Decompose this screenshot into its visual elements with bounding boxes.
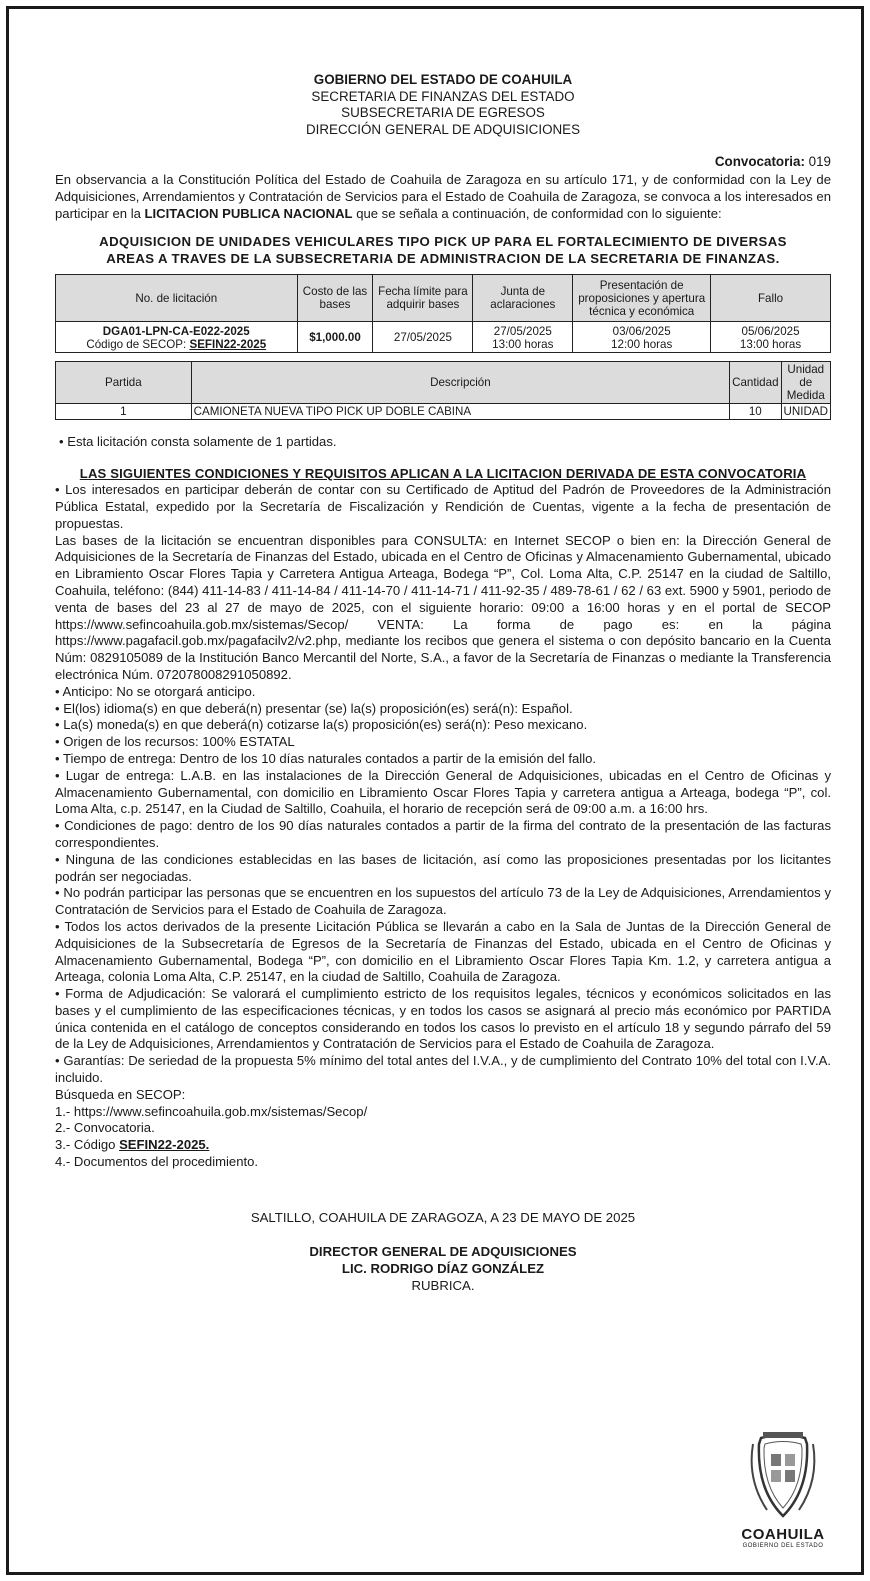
intro-paragraph: [55, 172, 831, 222]
col-header: Fallo: [711, 275, 831, 322]
notice-body: [55, 72, 831, 1294]
licitacion-cell: [56, 322, 298, 353]
table-row: [56, 322, 831, 353]
junta-cell: [473, 322, 573, 353]
place-date: SALTILLO, COAHUILA DE ZARAGOZA, A 23 DE MAYO DE 2025: [250, 1209, 636, 1225]
intro-text-1: En observancia a la Constitución Política del Estado de Coahuila de Zaragoza en su artículo 171, y de conformidad con la Ley de Adquisiciones, Arrendamientos y Contratación de Servicios para el Estado de Coahuila de Zaragoza, se convoca a los interesados en participar en la: [55, 172, 831, 221]
col-header: Cantidad: [730, 362, 781, 404]
list-item: • Forma de Adjudicación: Se valorará el cumplimiento estricto de los requisitos legales, técnicos y económicos solicitados en las bases y el cumplimiento de las especificaciones técnicas, y en todos los casos se asignará al precio más económico por PARTIDA única contenida en el catálogo de conceptos considerando en todos los casos lo previsto en el artículo 18 y segundo párrafo del 59 de la Ley de Adquisiciones, Arrendamientos y Contratación de Servicios para el Estado de Coahuila de Zaragoza.: [55, 986, 831, 1052]
col-header: Descripción: [191, 362, 729, 404]
signature-name: LIC. RODRIGO DÍAZ GONZÁLEZ: [341, 1260, 545, 1276]
col-header: Unidad de Medida: [781, 362, 830, 404]
list-item: Búsqueda en SECOP:: [55, 1086, 186, 1102]
list-item: Las bases de la licitación se encuentran disponibles para CONSULTA: en Internet SECOP o bien en: la Dirección General de Adquisiciones de la Secretaría de Finanzas del Estado, ubicada en el Centro de Oficinas y Almacenamiento Gubernamental, ubicado en Libramiento Oscar Flores Tapia y Carretera Antigua Arteaga, Bodega “P”, Col. Loma Alta, C.P. 25147 en la ciudad de Saltillo, Coahuila, teléfono: (844) 411-14-83 / 411-14-84 / 411-14-70 / 411-14-71 / 411-92-35 / 489-78-61 / 62 / 63 ext. 5900 y 5901, periodo de venta de bases del 23 al 27 de mayo de 2025, con el siguiente horario: 09:00 a 16:00 horas y en el portal de SECOP https://www.sefincoahuila.gob.mx/sistemas/Secop/ VENTA: La forma de pago es: en la página https://www.pagafacil.gob.mx/pagafacilv2/v2.php, mediante los recibos que genera el sistema o con depósito bancario en la Cuenta Núm: 0829105089 de la Institución Banco Mercantil del Norte, S.A., a favor de la Secretaría de Finanzas o mediante la Transferencia electrónica Núm. 072078008291050892.: [55, 532, 831, 682]
fallo-fecha: 05/06/2025: [741, 324, 800, 338]
fallo-cell: [711, 322, 831, 353]
convocatoria-value: 019: [808, 154, 831, 169]
header-line-1: GOBIERNO DEL ESTADO DE COAHUILA: [313, 72, 573, 87]
coat-of-arms-icon: [733, 1430, 833, 1522]
list-item: • Garantías: De seriedad de la propuesta 5% mínimo del total antes del I.V.A., y de cumplimiento del Contrato 10% del total con I.V.A. incluido.: [55, 1053, 831, 1086]
list-item: • Todos los actos derivados de la presente Licitación Pública se llevarán a cabo en la Sala de Juntas de la Dirección General de Adquisiciones de la Subsecretaría de Egresos de la Secretaría de Finanzas del Estado, ubicada en el Centro de Oficinas y Almacenamiento Gubernamental, Bodega “P”, con domicilio en el Libramiento Oscar Flores Tapia Km. 1.2, y carretera antigua a Arteaga, colonia Loma Alta, C.P. 25147, en la ciudad de Saltillo, Coahuila de Zaragoza.: [55, 918, 831, 985]
partidas-table: [55, 361, 831, 420]
subject-line-1: ADQUISICION DE UNIDADES VEHICULARES TIPO PICK UP PARA EL FORTALECIMIENTO DE DIVERSAS: [99, 234, 787, 250]
secop-step-prefix: 3.- Código: [55, 1137, 120, 1153]
conditions-list: [55, 482, 831, 1171]
list-item: • Lugar de entrega: L.A.B. en las instalaciones de la Dirección General de Adquisiciones, ubicadas en el Centro de Oficinas y Almacenamiento Gubernamental, con domicilio en Libramiento Oscar Flores Tapia y carretera antigua a Arteaga, bodega “P”, col. Loma Alta, c.p. 25147, en la Ciudad de Saltillo, Coahuila, el horario de recepción será de 09:00 a.m. a 16:00 hrs.: [55, 767, 831, 817]
list-item: • La(s) moneda(s) en que deberá(n) cotizarse la(s) proposición(es) será(n): Peso mexicano.: [55, 717, 588, 733]
junta-fecha: 27/05/2025: [493, 324, 552, 338]
convocatoria-number: [55, 153, 831, 170]
list-item: • Origen de los recursos: 100% ESTATAL: [55, 734, 295, 750]
col-header: No. de licitación: [56, 275, 298, 322]
secop-step-code: SEFIN22-2025.: [119, 1137, 210, 1153]
list-item: • Ninguna de las condiciones establecidas en las bases de licitación, así como las proposiciones presentadas por los licitantes podrán ser negociadas.: [55, 851, 831, 884]
partida-cell: 1: [56, 404, 192, 420]
signature-block: [55, 1243, 831, 1294]
conditions-title: LAS SIGUIENTES CONDICIONES Y REQUISITOS APLICAN A LA LICITACION DERIVADA DE ESTA CONVOCATORIA: [79, 466, 807, 482]
presentacion-cell: [573, 322, 711, 353]
header-line-2: SECRETARIA DE FINANZAS DEL ESTADO: [311, 88, 575, 104]
col-header: Partida: [56, 362, 192, 404]
list-item: • Tiempo de entrega: Dentro de los 10 días naturales contados a partir de la emisión del fallo.: [55, 750, 597, 766]
partidas-table-header: [56, 362, 831, 404]
subject-line-2: AREAS A TRAVES DE LA SUBSECRETARIA DE ADMINISTRACION DE LA SECRETARIA DE FINANZAS.: [106, 251, 780, 267]
list-item: • Anticipo: No se otorgará anticipo.: [55, 683, 256, 699]
list-item: • El(los) idioma(s) en que deberá(n) presentar (se) la(s) proposición(es) será(n): Español.: [55, 700, 573, 716]
costo-cell: $1,000.00: [297, 322, 373, 353]
intro-text-2: que se señala a continuación, de conformidad con lo siguiente:: [352, 205, 722, 221]
list-item: • Condiciones de pago: dentro de los 90 días naturales contados a partir de la firma del contrato de la presentación de las facturas correspondientes.: [55, 818, 831, 850]
convocatoria-label: Convocatoria:: [714, 154, 805, 169]
fecha-limite-cell: 27/05/2025: [373, 322, 473, 353]
list-item: 1.- https://www.sefincoahuila.gob.mx/sistemas/Secop/: [55, 1103, 368, 1119]
header-line-3: SUBSECRETARIA DE EGRESOS: [341, 105, 545, 120]
presentacion-hora: 12:00 horas: [611, 337, 673, 351]
table-row: [56, 404, 831, 420]
list-item: 2.- Convocatoria.: [55, 1120, 155, 1136]
secop-code: SEFIN22-2025: [189, 337, 267, 351]
list-item: • No podrán participar las personas que se encuentren en los supuestos del artículo 73 de la Ley de Adquisiciones, Arrendamientos y Contratación de Servicios para el Estado de Coahuila de Zaragoza.: [55, 885, 831, 918]
partidas-note: • Esta licitación consta solamente de 1 partidas.: [59, 434, 337, 450]
secop-label: Código de SECOP:: [86, 337, 190, 351]
signature-title: DIRECTOR GENERAL DE ADQUISICIONES: [309, 1243, 577, 1259]
col-header: Fecha límite para adquirir bases: [373, 275, 473, 322]
intro-bold: LICITACION PUBLICA NACIONAL: [144, 205, 353, 221]
list-item: 4.- Documentos del procedimiento.: [55, 1154, 259, 1170]
col-header: Junta de aclaraciones: [473, 275, 573, 322]
licitacion-table: [55, 274, 831, 353]
signature-rubrica: RUBRICA.: [411, 1277, 475, 1293]
header: [55, 72, 831, 138]
fallo-hora: 13:00 horas: [739, 337, 802, 351]
coahuila-seal: [733, 1430, 833, 1550]
cantidad-cell: 10: [730, 404, 781, 420]
seal-subtitle: GOBIERNO DEL ESTADO: [742, 1543, 824, 1549]
descripcion-cell: CAMIONETA NUEVA TIPO PICK UP DOBLE CABINA: [191, 404, 729, 420]
col-header: Costo de las bases: [297, 275, 373, 322]
subject-title: [55, 233, 831, 267]
presentacion-fecha: 03/06/2025: [612, 324, 671, 338]
col-header: Presentación de proposiciones y apertura técnica y económica: [573, 275, 711, 322]
unidad-cell: UNIDAD: [781, 404, 830, 420]
seal-name: COAHUILA: [741, 1526, 825, 1543]
header-line-4: DIRECCIÓN GENERAL DE ADQUISICIONES: [305, 121, 581, 137]
licitacion-number: DGA01-LPN-CA-E022-2025: [102, 324, 250, 338]
notice-frame: [6, 6, 864, 1575]
list-item: [55, 1137, 831, 1154]
junta-hora: 13:00 horas: [492, 337, 554, 351]
secop-code-line: [58, 338, 295, 351]
licitacion-table-header: [56, 275, 831, 322]
list-item: • Los interesados en participar deberán de contar con su Certificado de Aptitud del Padrón de Proveedores de la Administración Pública Estatal, expedido por la Secretaría de Fiscalización y Rendición de Cuentas, vigente a la fecha de presentación de propuestas.: [55, 482, 831, 531]
